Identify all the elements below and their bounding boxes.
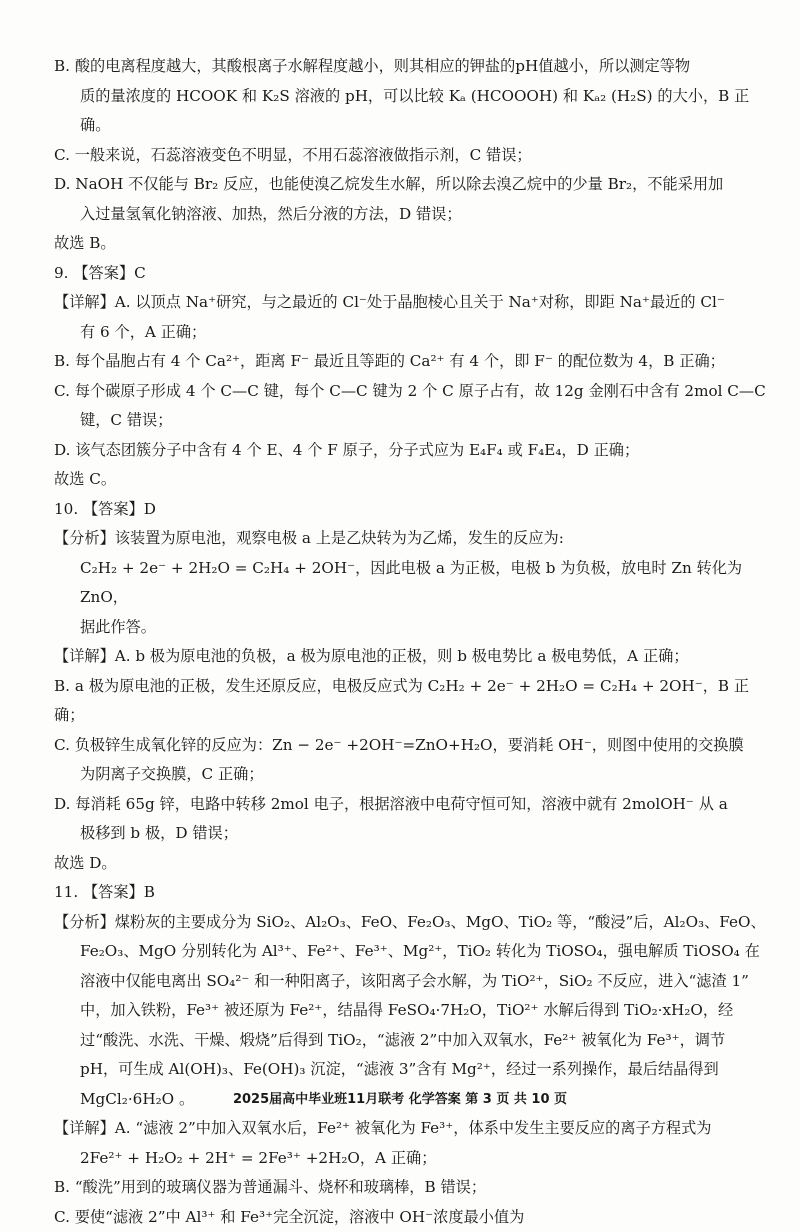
line: 【详解】A. b 极为原电池的负极，a 极为原电池的正极，则 b 极电势比 a 极电势低，A 正确； (54, 642, 766, 672)
line: MgCl₂·6H₂O 。 (54, 1085, 766, 1115)
line: D. 每消耗 65g 锌，电路中转移 2mol 电子，根据溶液中电荷守恒可知，溶液中就有 2molOH⁻ 从 a (54, 790, 766, 820)
line: C. 每个碳原子形成 4 个 C—C 键，每个 C—C 键为 2 个 C 原子占有，故 12g 金刚石中含有 2mol C—C (54, 377, 766, 407)
line: 【分析】该装置为原电池，观察电极 a 上是乙炔转为为乙烯，发生的反应为: (54, 524, 766, 554)
answer-heading: 9. 【答案】C (54, 259, 766, 289)
line: 有 6 个，A 正确； (54, 318, 766, 348)
line: B. 每个晶胞占有 4 个 Ca²⁺，距离 F⁻ 最近且等距的 Ca²⁺ 有 4 个，即 F⁻ 的配位数为 4，B 正确； (54, 347, 766, 377)
line: 入过量氢氧化钠溶液、加热，然后分液的方法，D 错误； (54, 200, 766, 230)
line: B. “酸洗”用到的玻璃仪器为普通漏斗、烧杯和玻璃棒，B 错误； (54, 1173, 766, 1203)
line: C. 要使“滤液 2”中 Al³⁺ 和 Fe³⁺完全沉淀，溶液中 OH⁻浓度最小值为 (54, 1203, 766, 1232)
line: 【分析】煤粉灰的主要成分为 SiO₂、Al₂O₃、FeO、Fe₂O₃、MgO、TiO₂ 等，“酸浸”后，Al₂O₃、FeO、 (54, 908, 766, 938)
answer-heading: 10. 【答案】D (54, 495, 766, 525)
line: 【详解】A. 以顶点 Na⁺研究，与之最近的 Cl⁻处于晶胞棱心且关于 Na⁺对称，即距 Na⁺最近的 Cl⁻ (54, 288, 766, 318)
line: 为阴离子交换膜，C 正确； (54, 760, 766, 790)
line: 据此作答。 (54, 613, 766, 643)
line: C. 负极锌生成氧化锌的反应为：Zn − 2e⁻ +2OH⁻=ZnO+H₂O，要消耗 OH⁻，则图中使用的交换膜 (54, 731, 766, 761)
line: 质的量浓度的 HCOOK 和 K₂S 溶液的 pH，可以比较 Kₐ (HCOOOH) 和 Kₐ₂ (H₂S) 的大小，B 正 (54, 82, 766, 112)
equation-line: 2Fe²⁺ + H₂O₂ + 2H⁺ = 2Fe³⁺ +2H₂O，A 正确； (54, 1144, 766, 1174)
line: B. 酸的电离程度越大，其酸根离子水解程度越小，则其相应的钾盐的pH值越小，所以测定等物 (54, 52, 766, 82)
line: 【详解】A. “滤液 2”中加入双氧水后，Fe²⁺ 被氧化为 Fe³⁺，体系中发生主要反应的离子方程式为 (54, 1114, 766, 1144)
page-footer: 2025届高中毕业班11月联考 化学答案 第 3 页 共 10 页 (0, 1088, 800, 1107)
line: pH，可生成 Al(OH)₃、Fe(OH)₃ 沉淀，“滤液 3”含有 Mg²⁺，经过一系列操作，最后结晶得到 (54, 1055, 766, 1085)
body-text (54, 52, 766, 1232)
line: 故选 B。 (54, 229, 766, 259)
line: C. 一般来说，石蕊溶液变色不明显，不用石蕊溶液做指示剂，C 错误； (54, 141, 766, 171)
line: 极移到 b 极，D 错误； (54, 819, 766, 849)
line: Fe₂O₃、MgO 分别转化为 Al³⁺、Fe²⁺、Fe³⁺、Mg²⁺，TiO₂ 转化为 TiOSO₄，强电解质 TiOSO₄ 在 (54, 937, 766, 967)
equation-line: C₂H₂ + 2e⁻ + 2H₂O = C₂H₄ + 2OH⁻，因此电极 a 为正极，电极 b 为负极，放电时 Zn 转化为 ZnO， (54, 554, 766, 613)
line: 过“酸洗、水洗、干燥、煅烧”后得到 TiO₂，“滤液 2”中加入双氧水，Fe²⁺ 被氧化为 Fe³⁺，调节 (54, 1026, 766, 1056)
line: 中，加入铁粉，Fe³⁺ 被还原为 Fe²⁺，结晶得 FeSO₄·7H₂O，TiO²⁺ 水解后得到 TiO₂·xH₂O，经 (54, 996, 766, 1026)
line: D. NaOH 不仅能与 Br₂ 反应，也能使溴乙烷发生水解，所以除去溴乙烷中的少量 Br₂，不能采用加 (54, 170, 766, 200)
answer-heading: 11. 【答案】B (54, 878, 766, 908)
line: 故选 C。 (54, 465, 766, 495)
line: 确。 (54, 111, 766, 141)
line: D. 该气态团簇分子中含有 4 个 E、4 个 F 原子，分子式应为 E₄F₄ 或 F₄E₄，D 正确； (54, 436, 766, 466)
line: 故选 D。 (54, 849, 766, 879)
line: 溶液中仅能电离出 SO₄²⁻ 和一种阳离子，该阳离子会水解，为 TiO²⁺，SiO₂ 不反应，进入“滤渣 1” (54, 967, 766, 997)
line: B. a 极为原电池的正极，发生还原反应，电极反应式为 C₂H₂ + 2e⁻ + 2H₂O = C₂H₄ + 2OH⁻，B 正确； (54, 672, 766, 731)
line: 键，C 错误； (54, 406, 766, 436)
